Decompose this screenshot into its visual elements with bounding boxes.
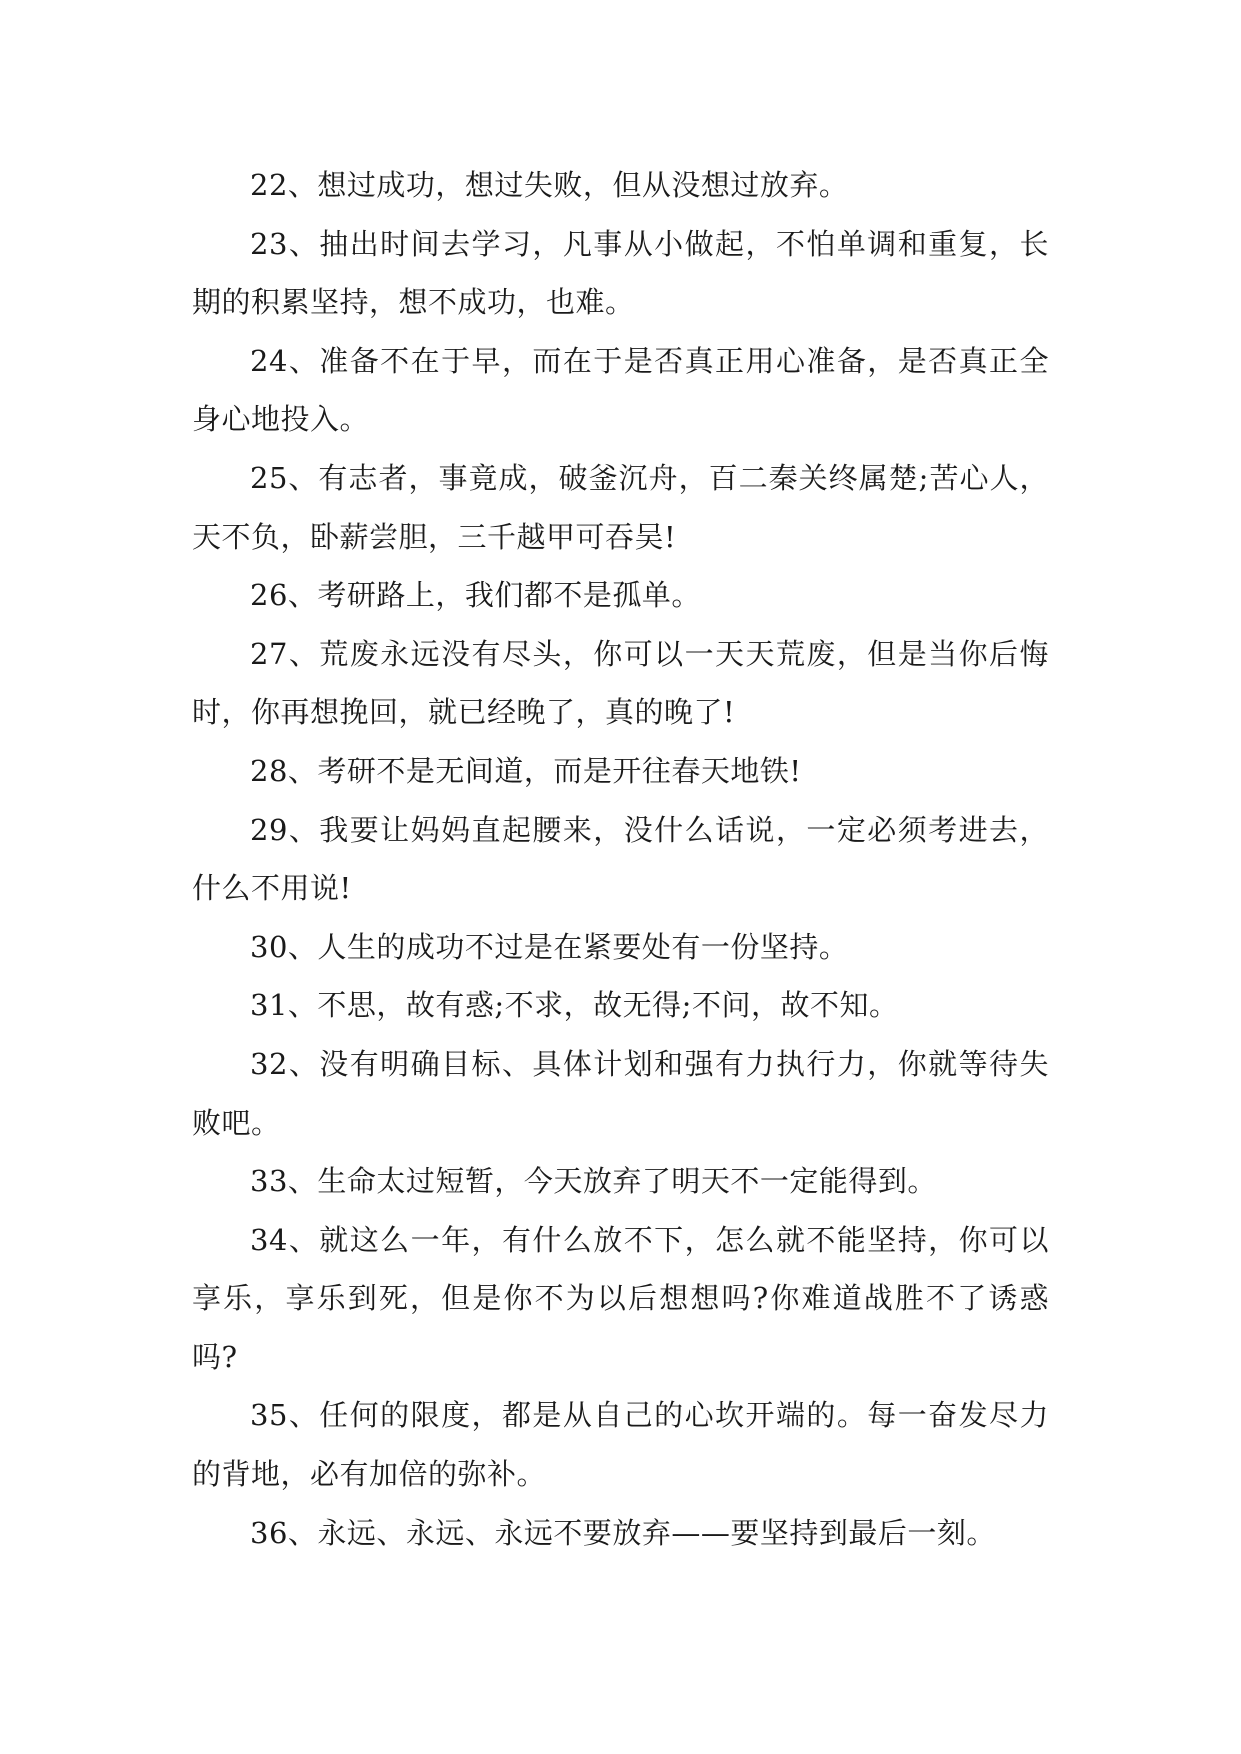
paragraph-22: 22、想过成功，想过失败，但从没想过放弃。: [250, 168, 849, 202]
paragraph-29: 29、我要让妈妈直起腰来，没什么话说，一定必须考进去，什么不用说!: [192, 812, 1049, 906]
paragraph-24: 24、准备不在于早，而在于是否真正用心准备，是否真正全身心地投入。: [192, 343, 1049, 437]
paragraph-26: 26、考研路上，我们都不是孤单。: [250, 578, 701, 613]
document-body: [192, 156, 1049, 1562]
paragraph-34: 34、就这么一年，有什么放不下，怎么就不能坚持，你可以享乐，享乐到死，但是你不为以后想想吗?你难道战胜不了诱惑吗?: [192, 1222, 1049, 1374]
paragraph-30: 30、人生的成功不过是在紧要处有一份坚持。: [250, 929, 849, 964]
paragraph-25: 25、有志者，事竟成，破釜沉舟，百二秦关终属楚;苦心人，天不负，卧薪尝胆，三千越甲可吞吴!: [192, 460, 1049, 554]
paragraph-33: 33、生命太过短暂，今天放弃了明天不一定能得到。: [250, 1164, 937, 1199]
paragraph-23: 23、抽出时间去学习，凡事从小做起，不怕单调和重复，长期的积累坚持，想不成功，也难。: [192, 226, 1049, 320]
paragraph-28: 28、考研不是无间道，而是开往春天地铁!: [250, 753, 802, 788]
paragraph-31: 31、不思，故有惑;不求，故无得;不问，故不知。: [250, 988, 899, 1023]
paragraph-32: 32、没有明确目标、具体计划和强有力执行力，你就等待失败吧。: [192, 1046, 1049, 1140]
paragraph-27: 27、荒废永远没有尽头，你可以一天天荒废，但是当你后悔时，你再想挽回，就已经晚了，真的晚了!: [192, 636, 1049, 730]
paragraph-36: 36、永远、永远、永远不要放弃——要坚持到最后一刻。: [250, 1515, 996, 1550]
paragraph-35: 35、任何的限度，都是从自己的心坎开端的。每一奋发尽力的背地，必有加倍的弥补。: [192, 1398, 1049, 1492]
